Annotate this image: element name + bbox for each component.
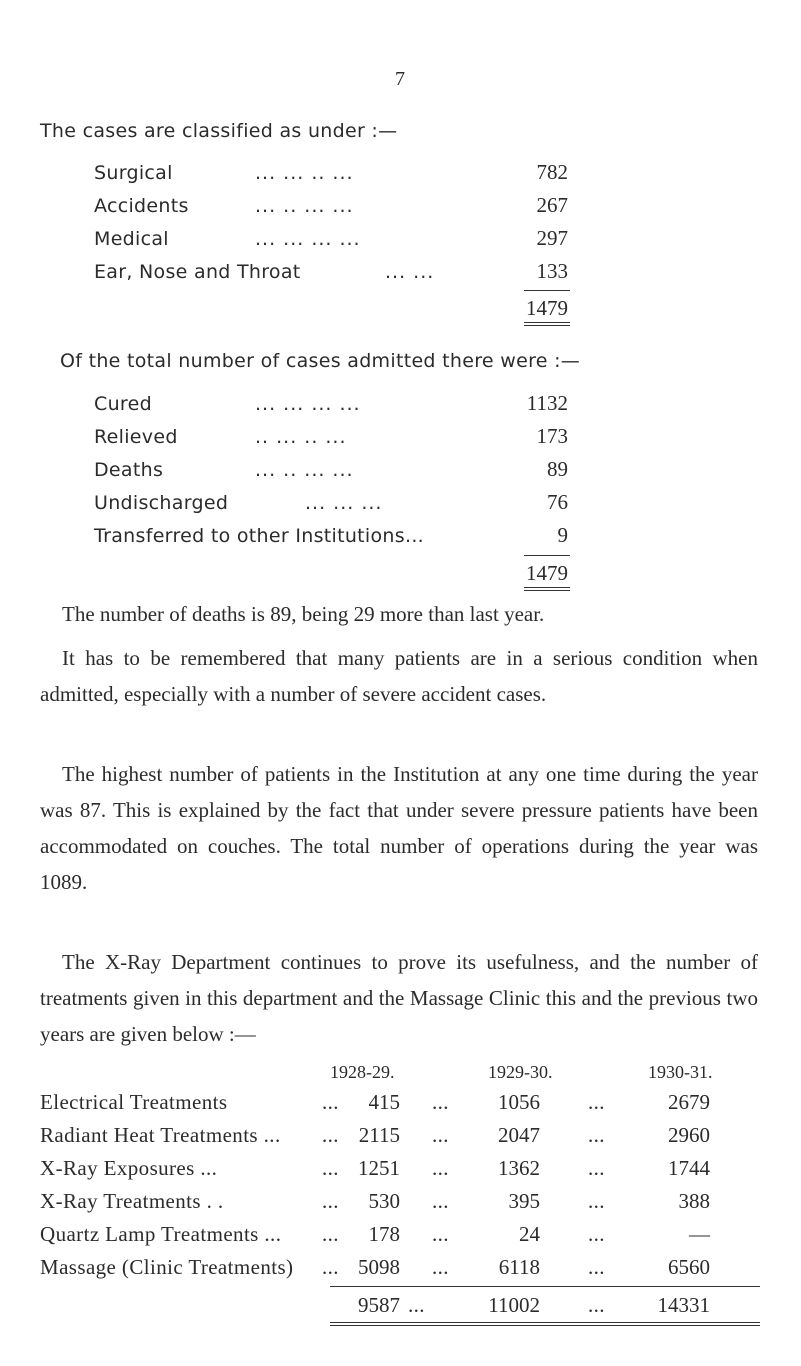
- outcome-value: 9: [557, 523, 568, 547]
- outcome-value: 89: [547, 457, 568, 481]
- treatment-total: 9587: [358, 1293, 400, 1317]
- outcome-label: Relieved: [94, 426, 178, 448]
- paragraph-text: The highest number of patients in the Institution at any one time during the year was 87. This is explained by the fact that under severe pressure patients have been accommodated on couches. The total number of operations during the year was 1089.: [40, 762, 758, 894]
- treatment-value: 388: [678, 1189, 710, 1213]
- outcome-label: Cured: [94, 393, 152, 415]
- paragraph: [40, 944, 758, 1052]
- paragraph: [40, 640, 758, 712]
- classification-intro: The cases are classified as under :—: [40, 120, 398, 142]
- treatment-total: 14331: [657, 1293, 710, 1317]
- treatment-label: Electrical Treatments: [40, 1090, 228, 1114]
- treatment-value: 530: [368, 1189, 400, 1213]
- page-number: 7: [395, 68, 405, 90]
- classification-value: 297: [536, 226, 568, 250]
- subtotal-rule: [330, 1286, 760, 1287]
- leader-dots: .. ... .. ...: [255, 426, 347, 448]
- treatment-value: 6118: [498, 1255, 540, 1279]
- paragraph: [40, 596, 758, 632]
- leader-dots: ...: [432, 1156, 449, 1180]
- treatment-value: 1056: [498, 1090, 540, 1114]
- classification-label: Accidents: [94, 195, 189, 217]
- leader-dots: ...: [588, 1255, 605, 1279]
- treatment-total: 11002: [488, 1293, 540, 1317]
- treatment-label: X-Ray Exposures ...: [40, 1156, 218, 1180]
- outcomes-total: 1479: [526, 561, 568, 585]
- paragraph-text: The X-Ray Department continues to prove its usefulness, and the number of treatments given in this department and the Massage Clinic this and the previous two years are given below :—: [40, 950, 758, 1046]
- classification-value: 267: [536, 193, 568, 217]
- leader-dots: ...: [588, 1090, 605, 1114]
- leader-dots: ...: [322, 1222, 339, 1246]
- treatment-value: 1362: [498, 1156, 540, 1180]
- treatment-label: Quartz Lamp Treatments ...: [40, 1222, 282, 1246]
- treatment-value: —: [689, 1222, 710, 1246]
- outcome-label: Deaths: [94, 459, 164, 481]
- paragraph: [40, 756, 758, 900]
- treatment-value: 2047: [498, 1123, 540, 1147]
- classification-value: 133: [536, 259, 568, 283]
- subtotal-rule: [524, 555, 570, 556]
- total-double-rule: [524, 587, 570, 591]
- paragraph-text: It has to be remembered that many patients are in a serious condition when admitted, especially with a number of severe accident cases.: [40, 646, 758, 706]
- treatment-value: 6560: [668, 1255, 710, 1279]
- leader-dots: ...: [408, 1293, 425, 1317]
- outcome-value: 173: [536, 424, 568, 448]
- paragraph-text: The number of deaths is 89, being 29 more than last year.: [62, 602, 545, 626]
- leader-dots: ... ... .. ...: [255, 162, 354, 184]
- treatment-value: 2960: [668, 1123, 710, 1147]
- classification-label: Surgical: [94, 162, 173, 184]
- treatment-value: 1251: [358, 1156, 400, 1180]
- outcome-value: 76: [547, 490, 568, 514]
- treatment-label: Radiant Heat Treatments ...: [40, 1123, 281, 1147]
- leader-dots: ...: [432, 1123, 449, 1147]
- treatment-value: 1744: [668, 1156, 710, 1180]
- leader-dots: ...: [588, 1189, 605, 1213]
- outcome-label: Transferred to other Institutions...: [94, 525, 424, 547]
- outcome-intro: Of the total number of cases admitted there were :—: [60, 350, 581, 372]
- leader-dots: ...: [322, 1090, 339, 1114]
- treatment-value: 5098: [358, 1255, 400, 1279]
- leader-dots: ... ... ... ...: [255, 393, 361, 415]
- treatment-value: 395: [508, 1189, 540, 1213]
- leader-dots: ...: [588, 1293, 605, 1317]
- column-header: 1929-30.: [488, 1062, 553, 1082]
- leader-dots: ...: [588, 1123, 605, 1147]
- total-double-rule: [330, 1322, 760, 1326]
- classification-label: Ear, Nose and Throat: [94, 261, 301, 283]
- leader-dots: ... .. ... ...: [255, 459, 354, 481]
- classification-total: 1479: [526, 296, 568, 320]
- treatment-value: 415: [368, 1090, 400, 1114]
- leader-dots: ...: [322, 1123, 339, 1147]
- classification-value: 782: [536, 160, 568, 184]
- leader-dots: ...: [432, 1090, 449, 1114]
- subtotal-rule: [524, 290, 570, 291]
- treatment-value: 178: [368, 1222, 400, 1246]
- leader-dots: ...: [588, 1156, 605, 1180]
- leader-dots: ...: [588, 1222, 605, 1246]
- leader-dots: ... ... ... ...: [255, 228, 361, 250]
- classification-label: Medical: [94, 228, 169, 250]
- column-header: 1930-31.: [648, 1062, 713, 1082]
- treatment-value: 2679: [668, 1090, 710, 1114]
- leader-dots: ... ...: [385, 261, 435, 283]
- column-header: 1928-29.: [330, 1062, 395, 1082]
- treatment-label: Massage (Clinic Treatments): [40, 1255, 294, 1279]
- total-double-rule: [524, 322, 570, 326]
- leader-dots: ...: [322, 1189, 339, 1213]
- leader-dots: ...: [432, 1222, 449, 1246]
- treatment-label: X-Ray Treatments . .: [40, 1189, 224, 1213]
- leader-dots: ...: [322, 1255, 339, 1279]
- outcome-value: 1132: [526, 391, 568, 415]
- leader-dots: ...: [432, 1255, 449, 1279]
- treatment-value: 24: [519, 1222, 540, 1246]
- leader-dots: ... ... ...: [305, 492, 383, 514]
- leader-dots: ...: [322, 1156, 339, 1180]
- treatment-value: 2115: [358, 1123, 400, 1147]
- leader-dots: ... .. ... ...: [255, 195, 354, 217]
- leader-dots: ...: [432, 1189, 449, 1213]
- outcome-label: Undischarged: [94, 492, 229, 514]
